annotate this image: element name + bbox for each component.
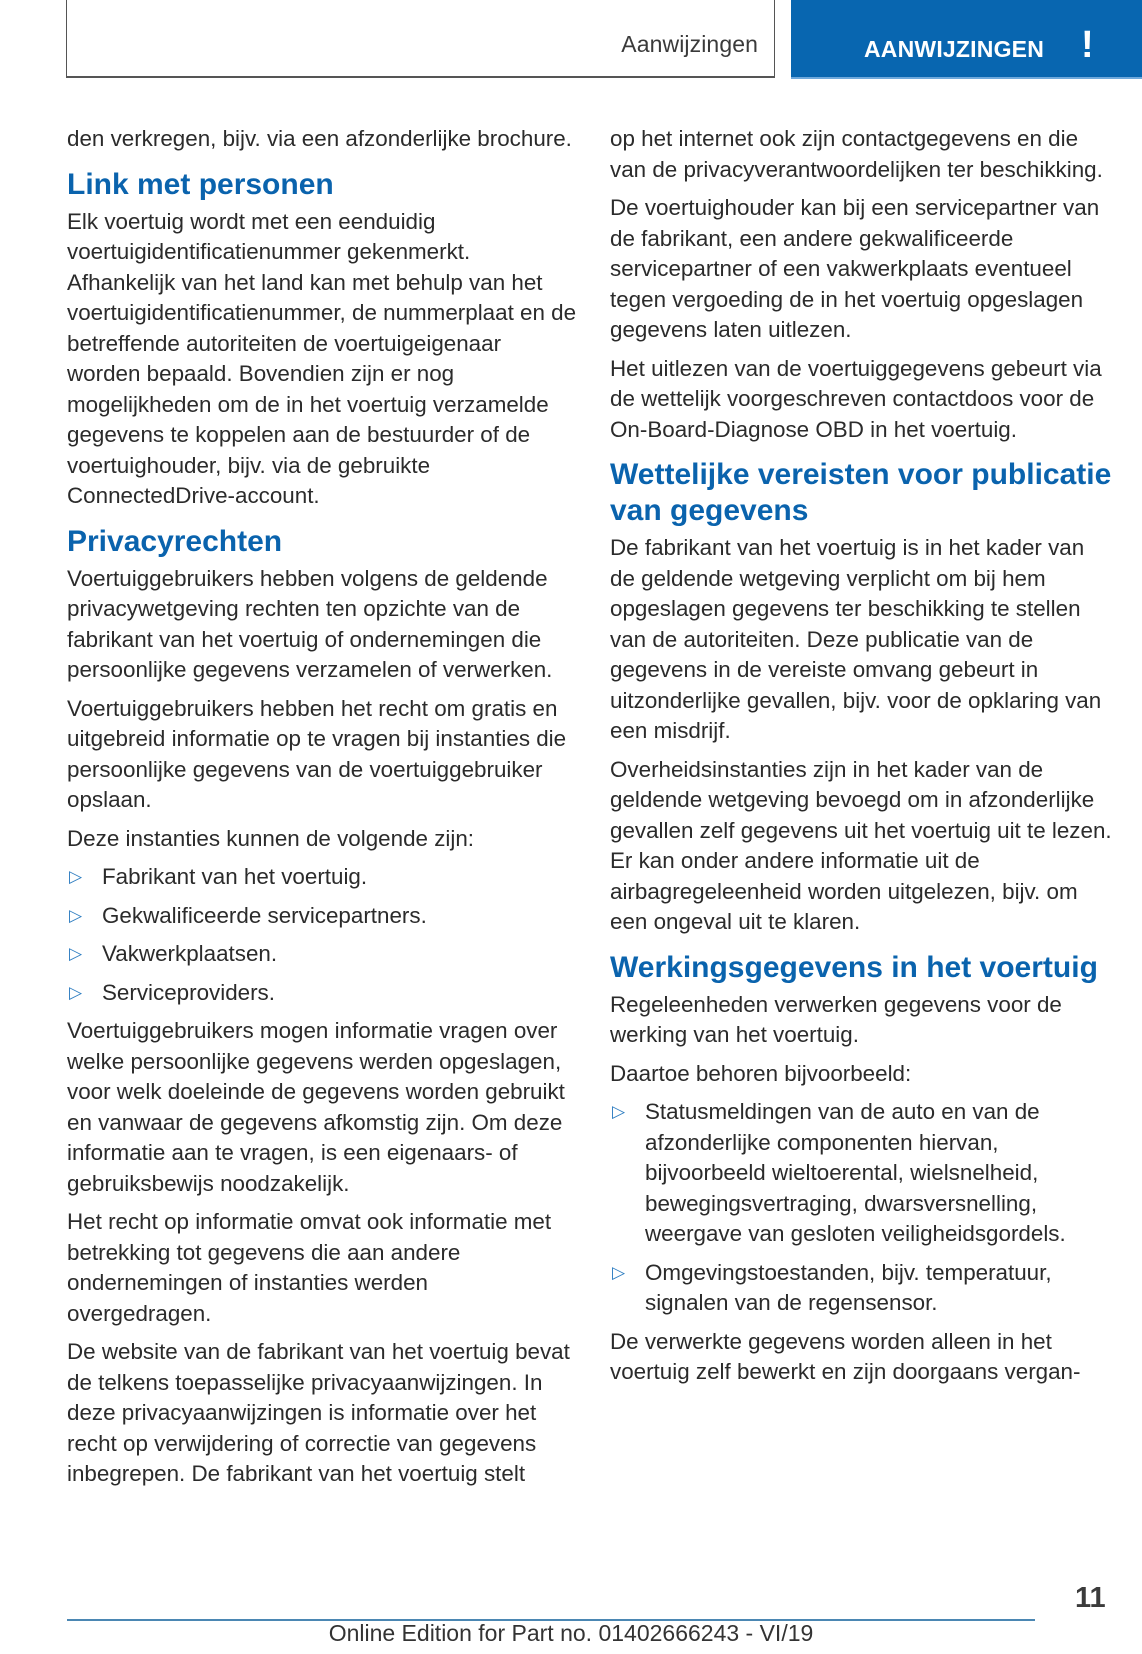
paragraph: De website van de fabrikant van het voertuig bevat de telkens toepasselijke privacyaanwijzingen. In deze privacyaanwijzingen is informatie over het recht op verwijdering of correctie van gegevens inbegrepen. De fabrikant van het voertuig stelt <box>67 1339 570 1486</box>
list-item-text: Statusmeldingen van de auto en van de afzonderlijke componenten hiervan, bijvoorbeeld wieltoerental, wielsnelheid, bewegingsvertraging, dwarsversnelling, weergave van gesloten veiligheidsgordels. <box>645 1099 1066 1246</box>
paragraph: Voertuiggebruikers hebben volgens de geldende privacywetgeving rechten ten opzichte van de fabrikant van het voertuig of ondernemingen die persoonlijke gegevens verzamelen of verwerken. <box>67 565 553 682</box>
list-item <box>67 978 577 1009</box>
heading-privacyrechten: Privacyrechten <box>67 524 283 558</box>
heading-werkingsgegevens: Werkingsgegevens in het voertuig <box>610 950 1098 984</box>
paragraph: Voertuiggebruikers mogen informatie vragen over welke persoonlijke gegevens werden opgeslagen, voor welk doeleinde de gegevens worden gebruikt en vanwaar de gegevens afkomstig zijn. Om deze informatie aan te vragen, is een eigenaars- of gebruiksbewijs noodzakelijk. <box>67 1018 565 1196</box>
list-item <box>610 1258 1115 1319</box>
paragraph: Het uitlezen van de voertuiggegevens gebeurt via de wettelijk voorgeschreven contactdoos voor de On-Board-Diagnose OBD in het voertuig. <box>610 355 1102 442</box>
list-item-text: Serviceproviders. <box>102 979 275 1005</box>
paragraph: Regeleenheden verwerken gegevens voor de werking van het voertuig. <box>610 991 1062 1047</box>
left-column <box>67 124 577 1498</box>
edition-note: Online Edition for Part no. 01402666243 - VI/19 <box>328 1620 814 1646</box>
list-item-text: Vakwerkplaatsen. <box>102 941 278 966</box>
list-item-text: Omgevingstoestanden, bijv. temperatuur, signalen van de regensensor. <box>645 1259 1052 1315</box>
list-item-text: Fabrikant van het voertuig. <box>102 864 368 889</box>
paragraph: Elk voertuig wordt met een eenduidig voertuigidentificatienummer gekenmerkt. Afhankelijk van het land kan met behulp van het voertuigidentificatienummer, de nummerplaat en de betreffende autoriteiten de voertuigeigenaar worden bepaald. Bovendien zijn er nog mogelijkheden om de in het voertuig verzamelde gegevens te koppelen aan de bestuurder of de voertuighouder, bijv. via de gebruikte ConnectedDrive-account. <box>67 208 577 508</box>
paragraph: Daartoe behoren bijvoorbeeld: <box>610 1060 912 1086</box>
instances-list <box>67 862 577 1008</box>
paragraph: Voertuiggebruikers hebben het recht om gratis en uitgebreid informatie op te vragen bij instanties die persoonlijke gegevens van de voertuiggebruiker opslaan. <box>67 695 567 812</box>
triangle-bullet-icon: ▷ <box>612 1262 626 1282</box>
triangle-bullet-icon: ▷ <box>69 944 83 963</box>
triangle-bullet-icon: ▷ <box>69 982 83 1002</box>
list-item <box>610 1097 1115 1250</box>
paragraph: De voertuighouder kan bij een servicepartner van de fabrikant, een andere gekwalificeerde servicepartner of een vakwerkplaats eventueel tegen vergoeding de in het voertuig opgeslagen gegevens laten uitlezen. <box>610 195 1100 342</box>
paragraph: den verkregen, bijv. via een afzonderlijke brochure. <box>67 126 572 151</box>
section-title: Aanwijzingen <box>621 31 758 57</box>
paragraph: Deze instanties kunnen de volgende zijn: <box>67 825 475 851</box>
triangle-bullet-icon: ▷ <box>612 1102 626 1121</box>
chapter-tab <box>791 0 1142 79</box>
paragraph: De fabrikant van het voertuig is in het kader van de geldende wetgeving verplicht om bij hem opgeslagen gegevens ter beschikking te stellen van de autoriteiten. Deze publicatie van de gegevens in de vereiste omvang gebeurt in uitzonderlijke gevallen, bijv. voor de opklaring van een misdrijf. <box>610 535 1102 743</box>
paragraph: op het internet ook zijn contactgegevens en die van de privacyverantwoordelijken ter beschikking. <box>610 126 1103 182</box>
list-item <box>67 939 577 970</box>
right-column <box>610 124 1115 1396</box>
triangle-bullet-icon: ▷ <box>69 867 83 886</box>
paragraph: Het recht op informatie omvat ook informatie met betrekking tot gegevens die aan andere ondernemingen of instanties werden overgedragen. <box>67 1209 552 1326</box>
paragraph: Overheidsinstanties zijn in het kader van de geldende wetgeving bevoegd om in afzonderlijke gevallen zelf gegevens uit het voertuig uit te lezen. Er kan onder andere informatie uit de airbagregeleenheid worden uitgelezen, bijv. om een ongeval uit te klaren. <box>610 756 1112 934</box>
exclamation-icon: ! <box>1081 24 1094 66</box>
list-item <box>67 901 577 932</box>
heading-link-met-personen: Link met personen <box>67 167 334 201</box>
paragraph: De verwerkte gegevens worden alleen in het voertuig zelf bewerkt en zijn doorgaans vergan- <box>610 1328 1081 1384</box>
list-item <box>67 862 577 893</box>
triangle-bullet-icon: ▷ <box>69 905 83 925</box>
operating-data-list <box>610 1097 1115 1319</box>
page-number: 11 <box>1075 1582 1106 1614</box>
heading-wettelijke-vereisten: Wettelijke vereisten voor publicatie van gegevens <box>610 458 1112 527</box>
chapter-label: AANWIJZINGEN <box>864 36 1045 62</box>
header-box <box>66 0 775 78</box>
list-item-text: Gekwalificeerde servicepartners. <box>102 902 427 928</box>
